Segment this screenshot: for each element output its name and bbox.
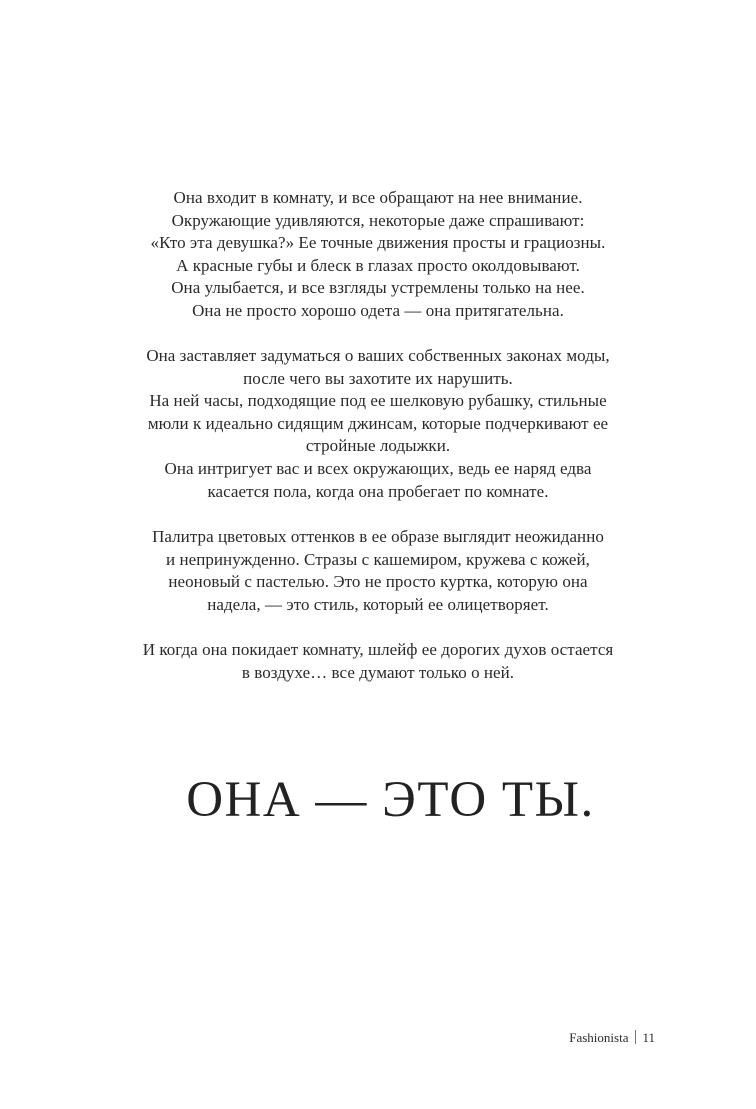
paragraph-2 [0,345,756,503]
text-line: Она не просто хорошо одета — она притягательна. [192,300,564,320]
text-line: Палитра цветовых оттенков в ее образе выглядит неожиданно [152,527,604,546]
text-line: Она улыбается, и все взгляды устремлены только на нее. [171,278,585,298]
paragraph-3 [0,526,756,616]
text-line: касается пола, когда она пробегает по комнате. [207,481,549,501]
paragraph-1 [0,187,756,323]
text-line: после чего вы захотите их нарушить. [243,368,513,388]
page-footer [569,1030,655,1046]
page-number: 11 [642,1030,655,1045]
text-line: неоновый с пастелью. Это не просто куртка, которую она [168,572,588,592]
text-line: Она заставляет задуматься о ваших собственных законах моды, [146,346,610,365]
text-line: А красные губы и блеск в глазах просто околдовывают. [176,255,580,275]
text-line: Она интригует вас и всех окружающих, ведь ее наряд едва [164,458,592,478]
text-line: и непринужденно. Стразы с кашемиром, кружева с кожей, [166,549,590,569]
text-line: И когда она покидает комнату, шлейф ее дорогих духов остается [142,640,614,659]
text-line: На ней часы, подходящие под ее шелковую рубашку, стильные [149,391,607,411]
text-line: Окружающие удивляются, некоторые даже спрашивают: [171,210,585,230]
text-line: Она входит в комнату, и все обращают на нее внимание. [173,188,583,207]
text-line: мюли к идеально сидящим джинсам, которые подчеркивают ее [147,413,609,433]
text-line: в воздухе… все думают только о ней. [241,662,515,682]
book-title: Fashionista [569,1030,629,1045]
paragraph-4 [0,639,756,684]
headline: ОНА — ЭТО ТЫ. [186,772,595,828]
text-line: надела, — это стиль, который ее олицетворяет. [207,594,549,614]
text-line: стройные лодыжки. [305,436,451,456]
text-line: «Кто эта девушка?» Ее точные движения просты и грациозны. [150,233,606,253]
footer-divider [635,1030,636,1044]
